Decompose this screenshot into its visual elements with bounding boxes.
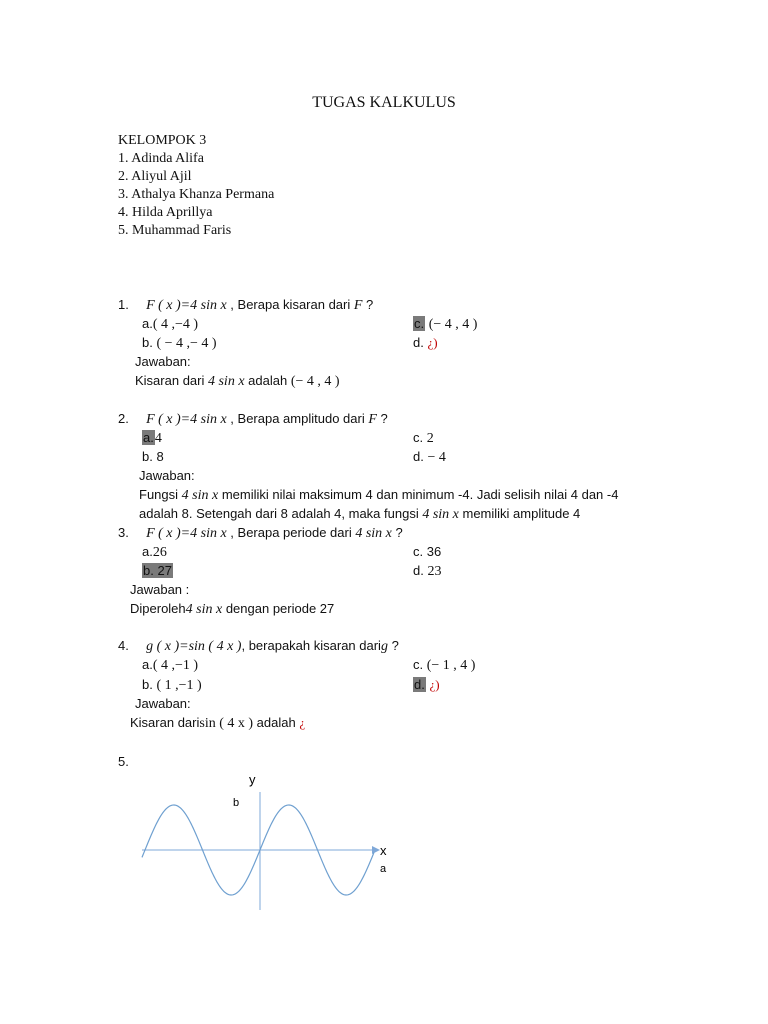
question-text: , Berapa kisaran dari [226, 297, 354, 312]
question-text: , Berapa periode dari [226, 525, 356, 540]
option-label-highlighted: d. [414, 677, 425, 692]
function-variable: F [368, 412, 377, 427]
function-expression: sin ( 4 x ) [199, 716, 254, 731]
option-value: ( 1 ,−1 ) [156, 678, 202, 693]
sine-graph [130, 768, 410, 918]
group-member: 4. Hilda Aprillya [118, 205, 213, 220]
option-label: b. [142, 677, 153, 692]
option-value: − 4 [427, 450, 446, 465]
function-expression: F ( x )=4 sin x [146, 298, 227, 313]
option-label: c. [413, 657, 424, 672]
option-value: ( 4 ,−1 ) [152, 658, 199, 673]
option-c [413, 543, 441, 561]
option-value: ( 4 ,−4 ) [152, 317, 199, 332]
option-label: a. [142, 316, 153, 331]
option-label: d. [413, 563, 424, 578]
option-label: b. [142, 335, 153, 350]
question-mark: ? [362, 297, 374, 312]
option-value: ( − 4 ,− 4 ) [156, 336, 217, 351]
answer-text: Kisaran dari 4 sin x adalah (− 4 , 4 ) [135, 373, 340, 389]
answer-text: Kisaran darisin ( 4 x ) adalah ¿ [130, 715, 306, 731]
question-number: 2. [118, 411, 129, 426]
option-label: a. [142, 544, 153, 559]
option-a [142, 429, 162, 448]
option-value: 26 [152, 545, 167, 560]
group-member: 1. Adinda Alifa [118, 151, 204, 166]
option-a [142, 543, 167, 562]
function-variable: g [380, 639, 388, 654]
a-label: a [380, 863, 387, 875]
answer-label: Jawaban: [135, 696, 191, 711]
option-label-highlighted: c. [414, 316, 425, 331]
option-a [142, 315, 198, 334]
option-c [413, 656, 475, 675]
option-label: a. [142, 657, 153, 672]
question-number: 1. [118, 297, 129, 312]
question-text: , berapakah kisaran dari [241, 638, 381, 653]
question-number: 5. [118, 754, 129, 769]
question-3-stem [118, 524, 403, 543]
function-variable: 4 sin x [355, 526, 392, 541]
question-mark: ? [376, 411, 388, 426]
option-label: d. [413, 449, 424, 464]
option-label: b. [142, 449, 153, 464]
group-heading: KELOMPOK 3 [118, 133, 207, 148]
question-2-stem [118, 410, 388, 429]
x-axis-label: x [380, 843, 387, 858]
option-value: 36 [426, 544, 442, 559]
option-label: c. [413, 544, 424, 559]
option-b-highlighted [142, 563, 173, 578]
answer-text-line-1: Fungsi 4 sin x memiliki nilai maksimum 4 dan minimum -4. Jadi selisih nilai 4 dan -4 [139, 487, 619, 503]
option-value: 27 [157, 563, 172, 578]
group-member: 5. Muhammad Faris [118, 223, 232, 238]
option-label: d. [413, 335, 424, 350]
option-c [413, 315, 477, 334]
option-b [142, 448, 164, 466]
option-label-highlighted: a. [143, 430, 154, 445]
option-value: 8 [156, 449, 164, 464]
function-expression: 4 sin x [181, 488, 219, 503]
option-a [142, 656, 198, 675]
function-expression: 4 sin x [422, 507, 459, 522]
answer-value: (− 4 , 4 ) [290, 374, 340, 389]
option-value: ¿) [427, 335, 438, 350]
question-mark: ? [391, 525, 403, 540]
function-expression: F ( x )=4 sin x [146, 412, 227, 427]
answer-label: Jawaban : [130, 582, 190, 597]
function-variable: F [353, 298, 363, 313]
x-axis-arrow [372, 846, 380, 854]
option-b [142, 676, 202, 695]
question-number: 3. [118, 525, 129, 540]
group-member: 3. Athalya Khanza Permana [118, 187, 275, 202]
function-expression: 4 sin x [185, 602, 223, 617]
b-label: b [233, 797, 240, 809]
y-axis-label: y [249, 772, 256, 787]
option-value: (− 4 , 4 ) [428, 317, 478, 332]
question-1-stem [118, 296, 373, 315]
question-4-stem [118, 637, 399, 656]
function-expression: 4 sin x [207, 374, 245, 389]
option-label: b. [143, 563, 154, 578]
option-value: (− 1 , 4 ) [426, 658, 476, 673]
option-value: 4 [154, 431, 162, 446]
option-value: ¿) [429, 677, 440, 692]
group-section [118, 132, 274, 240]
question-text: , Berapa amplitudo dari [226, 411, 369, 426]
option-d [413, 676, 440, 694]
answer-text-line-2: adalah 8. Setengah dari 8 adalah 4, maka fungsi 4 sin x memiliki amplitude 4 [139, 506, 581, 522]
option-d [413, 448, 446, 467]
question-mark: ? [387, 638, 399, 653]
option-d [413, 334, 438, 352]
option-b [142, 334, 217, 353]
option-d [413, 562, 441, 581]
group-member: 2. Aliyul Ajil [118, 169, 192, 184]
function-expression: g ( x )=sin ( 4 x ) [146, 639, 242, 654]
question-number: 4. [118, 638, 129, 653]
answer-text: Diperoleh4 sin x dengan periode 27 [130, 601, 335, 617]
answer-label: Jawaban: [139, 468, 195, 483]
option-c [413, 429, 434, 448]
function-expression: F ( x )=4 sin x [146, 526, 227, 541]
option-b [142, 562, 173, 580]
option-value: 2 [426, 431, 434, 446]
answer-label: Jawaban: [135, 354, 191, 369]
option-value: 23 [427, 564, 442, 579]
option-label: c. [413, 430, 424, 445]
answer-value: ¿ [299, 715, 306, 730]
page-title: TUGAS KALKULUS [312, 94, 456, 111]
